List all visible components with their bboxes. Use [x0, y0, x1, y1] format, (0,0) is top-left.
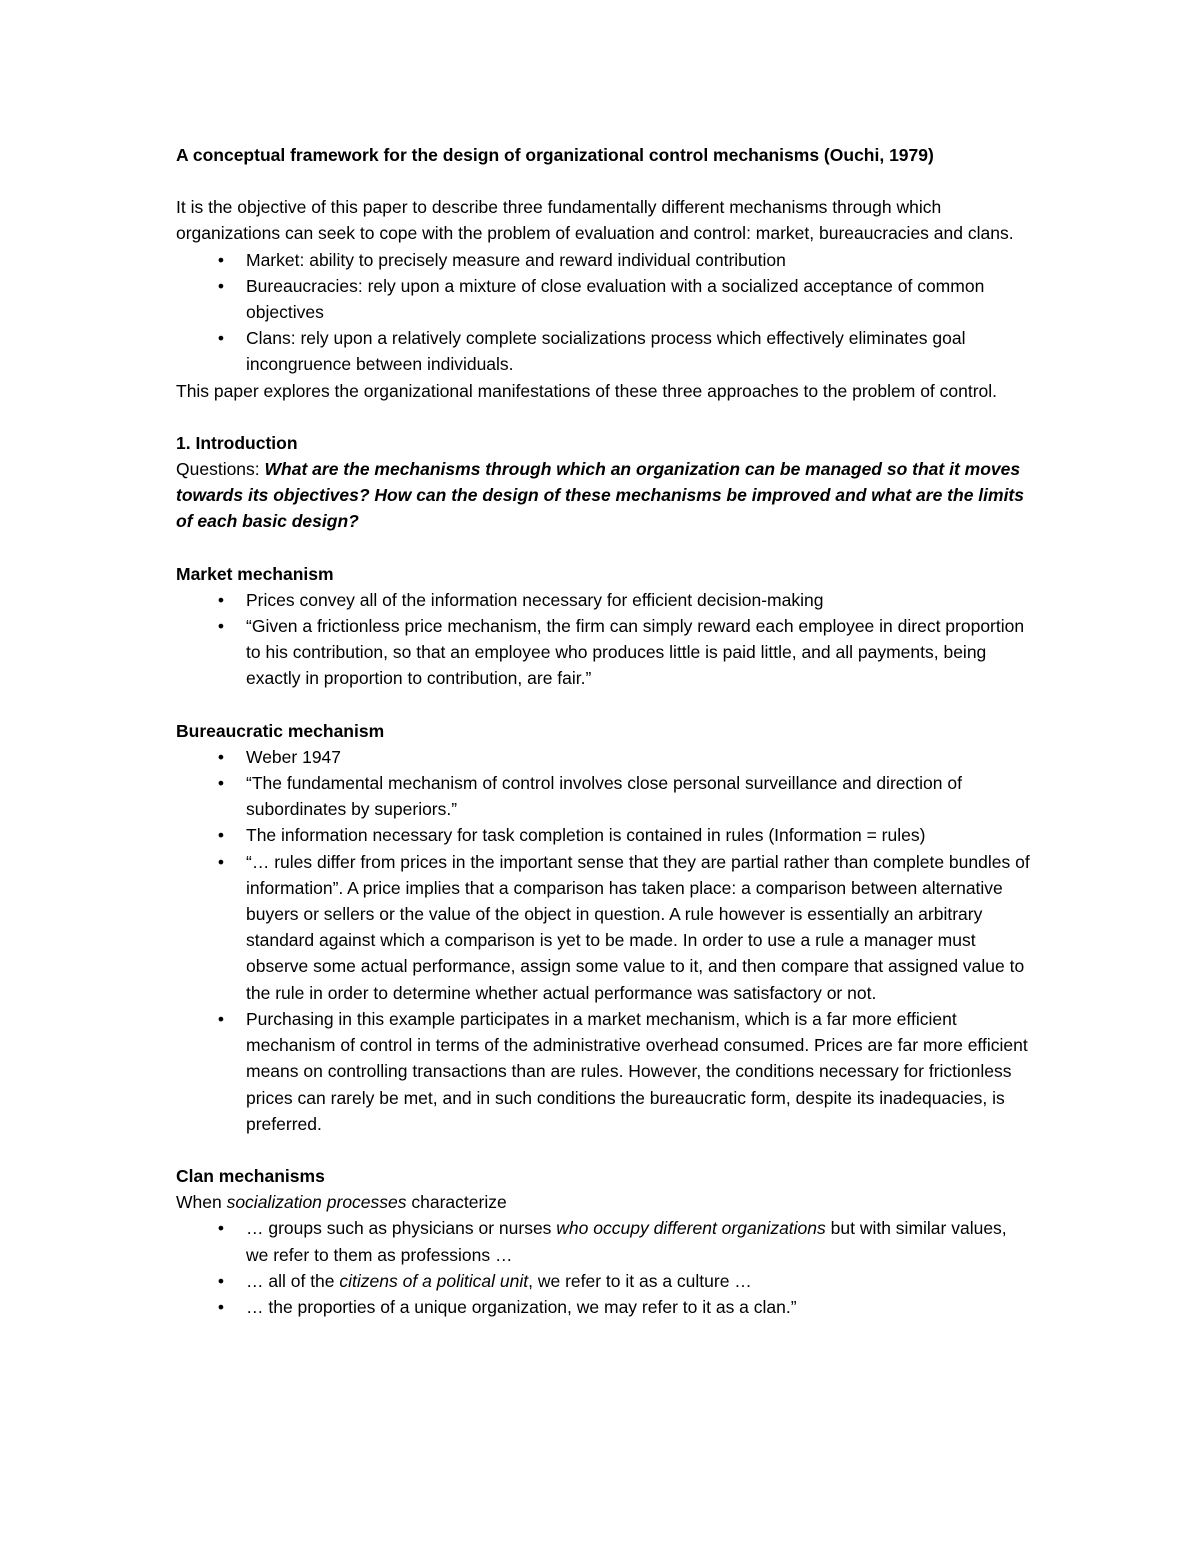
spacer — [176, 404, 1030, 430]
clan-lead-after: characterize — [406, 1192, 507, 1213]
list-item — [176, 1294, 1030, 1320]
spacer — [176, 1137, 1030, 1163]
list-item-text: Bureaucracies: rely upon a mixture of close evaluation with a socialized acceptance of common objectives — [246, 275, 985, 323]
questions-label: Questions: — [176, 459, 265, 480]
questions-paragraph — [176, 456, 1030, 535]
bullet-icon: • — [217, 589, 225, 610]
spacer — [176, 692, 1030, 718]
bullet-icon: • — [217, 616, 225, 637]
list-item-text-italic: citizens of a political unit — [339, 1270, 529, 1291]
intro-bullet-list — [176, 247, 1030, 378]
list-item-text: “Given a frictionless price mechanism, the firm can simply reward each employee in direct proportion to his contribution, so that an employee who produces little is paid little, and all payments, being exactly in proportion to contribution, are fair.” — [246, 616, 1025, 689]
list-item-text: Prices convey all of the information necessary for efficient decision-making — [246, 589, 824, 610]
list-item — [176, 849, 1030, 1006]
list-item — [176, 325, 1030, 377]
list-item — [176, 247, 1030, 273]
list-item — [176, 744, 1030, 770]
spacer — [176, 535, 1030, 561]
list-item-text-after: but with similar values, we refer to them as professions … — [246, 1218, 1007, 1265]
list-item-text-before: … the proporties of a unique organization, we may refer to it as a clan.” — [246, 1296, 797, 1317]
list-item — [176, 1268, 1030, 1294]
section-heading-introduction: 1. Introduction — [176, 432, 298, 453]
list-item — [176, 613, 1030, 692]
clan-lead-italic: socialization processes — [226, 1192, 407, 1213]
list-item — [176, 1215, 1030, 1267]
bullet-icon: • — [217, 773, 225, 794]
clan-lead-before: When — [176, 1192, 227, 1213]
bullet-icon: • — [217, 1296, 225, 1317]
bullet-icon: • — [217, 275, 225, 296]
bullet-icon: • — [217, 851, 225, 872]
list-item-text: “… rules differ from prices in the important sense that they are partial rather than complete bundles of information”. A price implies that a comparison has taken place: a comparison between alternative buyers or sellers or the value of the object in question. A rule however is essentially an arbitrary standard against which a comparison is yet to be made. In order to use a rule a manager must observe some actual performance, assign some value to it, and then compare that assigned value to the rule in order to determine whether actual performance was satisfactory or not. — [246, 851, 1030, 1003]
list-item-text-italic: who occupy different organizations — [556, 1218, 826, 1239]
list-item — [176, 587, 1030, 613]
list-item-text: “The fundamental mechanism of control involves close personal surveillance and direction of subordinates by superiors.” — [246, 773, 962, 820]
list-item-text-before: … groups such as physicians or nurses — [246, 1218, 557, 1239]
intro-closing-paragraph: This paper explores the organizational manifestations of these three approaches to the problem of control. — [176, 380, 998, 401]
list-item-text: Market: ability to precisely measure and reward individual contribution — [246, 249, 786, 270]
list-item — [176, 1006, 1030, 1137]
bullet-icon: • — [217, 249, 225, 270]
market-bullet-list — [176, 587, 1030, 692]
list-item-text-after: , we refer to it as a culture … — [528, 1270, 752, 1291]
list-item — [176, 822, 1030, 848]
bureaucratic-bullet-list — [176, 744, 1030, 1137]
spacer — [176, 168, 1030, 194]
list-item — [176, 273, 1030, 325]
list-item — [176, 770, 1030, 822]
questions-text: What are the mechanisms through which an organization can be managed so that it moves towards its objectives? How can the design of these mechanisms be improved and what are the limits of each basic design? — [176, 459, 1024, 532]
clan-lead-paragraph — [176, 1189, 1030, 1215]
bullet-icon: • — [217, 746, 225, 767]
bullet-icon: • — [217, 328, 225, 349]
bullet-icon: • — [217, 1218, 225, 1239]
clan-bullet-list — [176, 1215, 1030, 1320]
list-item-text: Clans: rely upon a relatively complete socializations process which effectively eliminates goal incongruence between individuals. — [246, 328, 966, 375]
bullet-icon: • — [217, 825, 225, 846]
section-heading-bureaucratic: Bureaucratic mechanism — [176, 720, 385, 741]
section-heading-clan: Clan mechanisms — [176, 1165, 325, 1186]
list-item-text: Weber 1947 — [246, 746, 342, 767]
list-item-text: The information necessary for task completion is contained in rules (Information = rules) — [246, 825, 926, 846]
bullet-icon: • — [217, 1270, 225, 1291]
document-title: A conceptual framework for the design of organizational control mechanisms (Ouchi, 1979) — [176, 145, 934, 165]
intro-paragraph: It is the objective of this paper to describe three fundamentally different mechanisms through which organizations can seek to cope with the problem of evaluation and control: market, bureaucracies and clans. — [176, 197, 1014, 244]
section-heading-market: Market mechanism — [176, 563, 334, 584]
bullet-icon: • — [217, 1008, 225, 1029]
list-item-text-before: … all of the — [246, 1270, 340, 1291]
list-item-text: Purchasing in this example participates in a market mechanism, which is a far more efficient mechanism of control in terms of the administrative overhead consumed. Prices are far more efficient means on controlling transactions than are rules. However, the conditions necessary for frictionless prices can rarely be met, and in such conditions the bureaucratic form, despite its inadequacies, is preferred. — [246, 1008, 1028, 1134]
